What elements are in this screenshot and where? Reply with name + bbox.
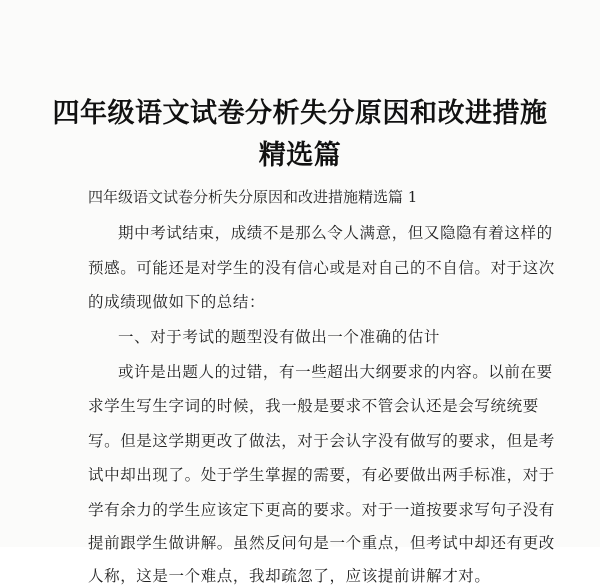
- document-title-line-2: 精选篇: [258, 140, 342, 171]
- body-line: 学有余力的学生应该定下更高的要求。对于一道按要求写句子没有: [88, 501, 555, 519]
- body-line: 期中考试结束，成绩不是那么令人满意，但又隐隐有着这样的: [118, 224, 553, 242]
- document-title-line-1: 四年级语文试卷分析失分原因和改进措施: [52, 98, 548, 129]
- body-line: 求学生写生字词的时候，我一般是要求不管会认还是会写统统要: [88, 397, 539, 415]
- body-line: 或许是出题人的过错，有一些超出大纲要求的内容。以前在要: [118, 363, 553, 381]
- body-line: 写。但是这学期更改了做法，对于会认字没有做写的要求，但是考: [88, 432, 555, 450]
- body-line: 一、对于考试的题型没有做出一个准确的估计: [118, 328, 441, 346]
- body-line: 预感。可能还是对学生的没有信心或是对自己的不自信。对于这次: [88, 259, 555, 277]
- body-line: 试中却出现了。处于学生掌握的需要，有必要做出两手标准，对于: [88, 466, 555, 484]
- body-line: 提前跟学生做讲解。虽然反问句是一个重点，但考试中却还有更改: [88, 534, 555, 552]
- section-subheading: 四年级语文试卷分析失分原因和改进措施精选篇 1: [88, 188, 418, 206]
- body-line: 人称，这是一个难点，我却疏忽了，应该提前讲解才对。: [88, 567, 491, 585]
- body-line: 的成绩现做如下的总结：: [88, 293, 266, 311]
